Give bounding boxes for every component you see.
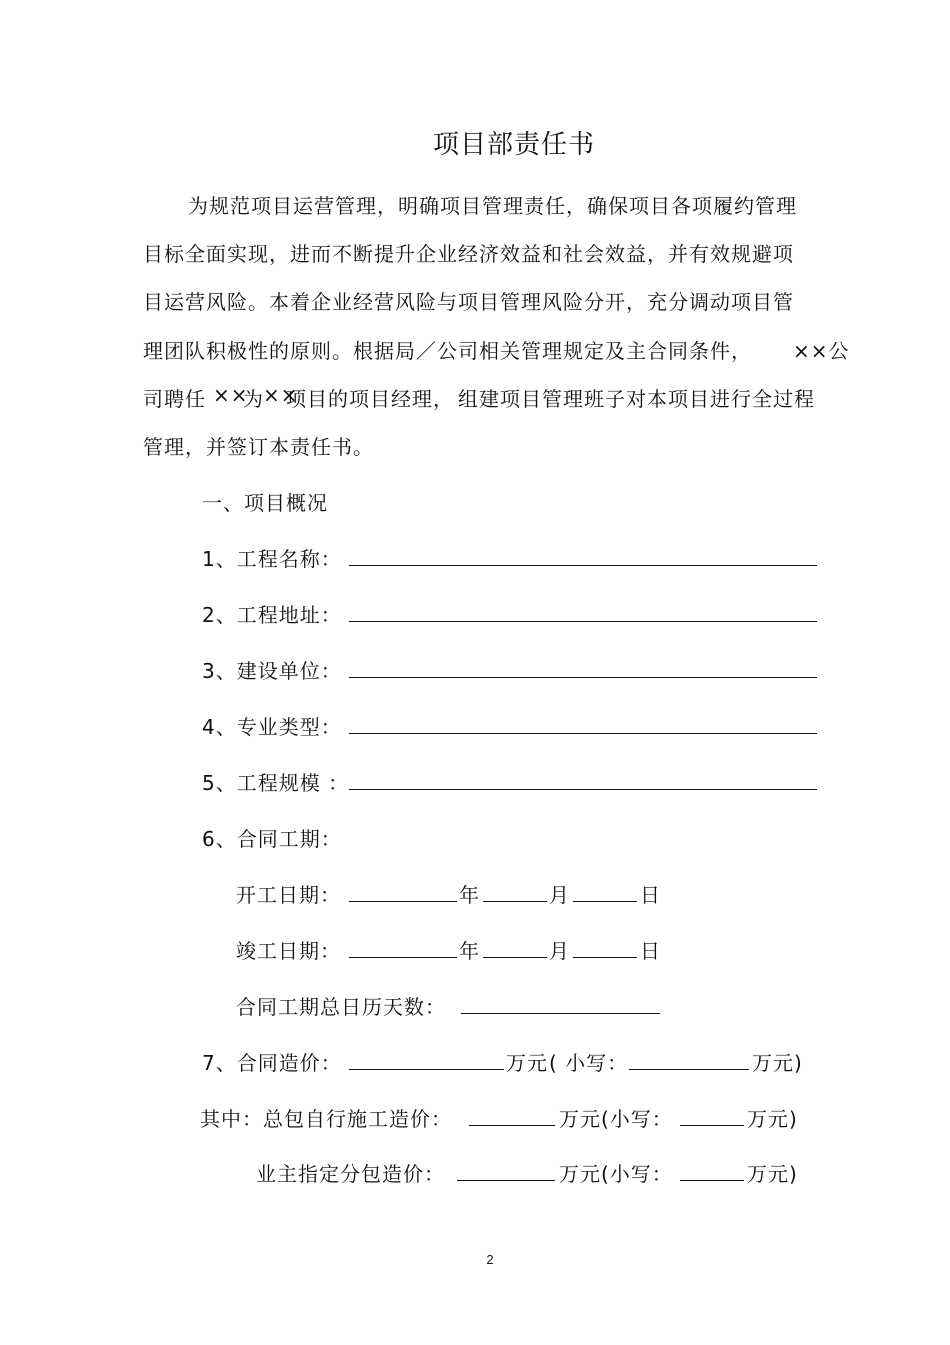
self-construction-small-unit: 万元) <box>747 1107 798 1131</box>
end-date-label: 竣工日期： <box>236 939 341 963</box>
field-project-address-label: 2、工程地址： <box>202 603 342 627</box>
owner-subcontract-unit: 万元 <box>559 1162 601 1186</box>
field-project-address-line <box>349 621 817 622</box>
intro-line-5-middle: 项目的项目经理， <box>286 387 454 411</box>
field-builder-line <box>349 677 817 678</box>
start-date-year-unit: 年 <box>459 883 480 907</box>
start-date-month-line <box>483 901 547 902</box>
self-construction-unit: 万元 <box>559 1107 601 1131</box>
start-date-month-unit: 月 <box>549 883 570 907</box>
contract-price-small-unit: 万元) <box>752 1051 803 1075</box>
start-date-day-unit: 日 <box>640 883 661 907</box>
contract-price-unit: 万元 <box>506 1051 548 1075</box>
intro-line-5-start: 司聘任 <box>143 387 206 411</box>
owner-subcontract-small-label: (小写： <box>601 1162 673 1186</box>
end-date-day-line <box>573 957 637 958</box>
section-heading: 一、项目概况 <box>202 491 328 515</box>
page-number: 2 <box>486 1252 494 1267</box>
intro-line-5-placeholder-2: ×× <box>263 383 299 407</box>
contract-price-line <box>349 1069 504 1070</box>
owner-subcontract-small-unit: 万元) <box>747 1162 798 1186</box>
end-date-year-line <box>349 957 457 958</box>
start-date-day-line <box>573 901 637 902</box>
self-construction-line <box>469 1125 555 1126</box>
field-specialty-type-line <box>349 733 817 734</box>
intro-line-5-placeholder-1: ×× <box>213 383 249 407</box>
end-date-year-unit: 年 <box>459 939 480 963</box>
end-date-month-unit: 月 <box>549 939 570 963</box>
field-project-name-label: 1、工程名称： <box>202 547 342 571</box>
owner-subcontract-line <box>457 1180 555 1181</box>
intro-line-1: 为规范项目运营管理，明确项目管理责任，确保项目各项履约管理 <box>188 194 797 218</box>
intro-line-4: 理团队积极性的原则。根据局／公司相关管理规定及主合同条件， <box>143 339 752 363</box>
intro-line-3: 目运营风险。本着企业经营风险与项目管理风险分开，充分调动项目管 <box>143 290 794 314</box>
self-construction-small-line <box>680 1125 744 1126</box>
field-project-name-line <box>349 565 817 566</box>
start-date-year-line <box>349 901 457 902</box>
total-days-line <box>461 1013 660 1014</box>
start-date-label: 开工日期： <box>236 883 341 907</box>
self-construction-small-label: (小写： <box>601 1107 673 1131</box>
intro-line-5-wei: 为 <box>243 387 264 411</box>
contract-price-small-label: ( 小写： <box>549 1051 629 1075</box>
contract-price-label: 7、合同造价： <box>202 1051 342 1075</box>
end-date-month-line <box>483 957 547 958</box>
document-title: 项目部责任书 <box>432 130 595 160</box>
owner-subcontract-label: 业主指定分包造价： <box>256 1162 445 1186</box>
intro-line-4-placeholder: ××公 <box>793 339 850 363</box>
intro-line-6: 管理，并签订本责任书。 <box>143 435 374 459</box>
contract-price-small-line <box>629 1069 749 1070</box>
field-project-scale-line <box>349 789 817 790</box>
owner-subcontract-small-line <box>680 1180 744 1181</box>
field-builder-label: 3、建设单位： <box>202 659 342 683</box>
field-contract-period-label: 6、合同工期： <box>202 827 342 851</box>
end-date-day-unit: 日 <box>640 939 661 963</box>
total-days-label: 合同工期总日历天数： <box>236 995 446 1019</box>
intro-line-2: 目标全面实现，进而不断提升企业经济效益和社会效益，并有效规避项 <box>143 242 794 266</box>
field-specialty-type-label: 4、专业类型： <box>202 715 342 739</box>
intro-line-5-end: 组建项目管理班子对本项目进行全过程 <box>458 387 815 411</box>
field-project-scale-label: 5、工程规模 ： <box>202 771 350 795</box>
self-construction-label: 其中：总包自行施工造价： <box>200 1107 452 1131</box>
